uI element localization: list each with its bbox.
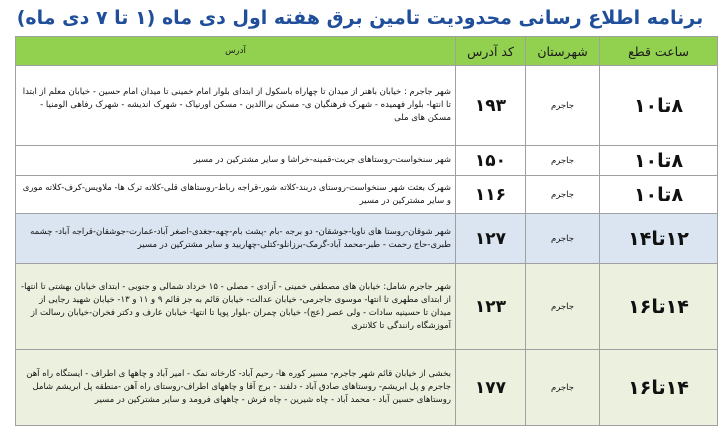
header-city: شهرستان — [526, 37, 600, 66]
header-address: آدرس — [16, 37, 456, 66]
row-city: جاجرم — [526, 176, 600, 214]
row-time: ۱۴تا۱۶ — [600, 264, 718, 350]
row-city: جاجرم — [526, 214, 600, 264]
table-header-row — [16, 37, 718, 66]
table-row — [16, 214, 718, 264]
row-code: ۱۷۷ — [456, 350, 526, 426]
row-city: جاجرم — [526, 350, 600, 426]
row-address: شهر سنخواست-روستاهای جربت-قمینه-خراشا و سایر مشترکین در مسیر — [16, 146, 456, 176]
row-code: ۱۵۰ — [456, 146, 526, 176]
row-code: ۱۱۶ — [456, 176, 526, 214]
row-address: بخشی از خیابان قائم شهر جاجرم- مسیر کوره ها- رحیم آباد- کارخانه نمک - امیر آباد و چاهها ی اطراف - ایستگاه راه آهن جاجرم و پل ابریشم- روستاهای صادق آباد - دلفند - برج آقا و چاههای اطراف-روستای راه آهن -منطقه پل ابریشم شامل روستاهای حسین آباد - محمد آباد - چاه شیرین - چاه فرش - چاههای فرومد و سایر مشترکین در مسیر — [16, 350, 456, 426]
row-address: شهر شوقان-روستا های ناویا-جوشقان- دو برجه -بام -پشت بام-چهه-جغدی-اصغر آباد-عمارت-جوشقان-قراجه آباد- چشمه طبری-حاج رحمت - طبر-محمد آباد-گرمک-برزانلو-کتلی-چهاربید و سایر مشترکین در مسیر — [16, 214, 456, 264]
row-time: ۸تا۱۰ — [600, 176, 718, 214]
table-row — [16, 264, 718, 350]
row-code: ۱۹۳ — [456, 66, 526, 146]
row-address: شهر جاجرم شامل: خیابان های مصطفی خمینی - آزادی - مصلی - ۱۵ خرداد شمالی و جنوبی - ابتدای خیابان بهشتی تا انتها- از ابتدای مطهری تا انتها- موسوی جاجرمی- خیابان عدالت- خیابان قائم به جز قائم ۹ و ۱۱ و ۱۳- خیابان شهید رجایی از میدان تا حسینیه سادات - ولی عصر (عج)- خیابان چمران -بلوار پویا تا انتها- خیابان عارف و دکتر فخران-خیابان رسالت از آموزشگاه رانندگی تا کلانتری — [16, 264, 456, 350]
header-code: کد آدرس — [456, 37, 526, 66]
table-row — [16, 350, 718, 426]
row-code: ۱۲۷ — [456, 214, 526, 264]
outage-schedule-table — [15, 36, 718, 426]
row-city: جاجرم — [526, 264, 600, 350]
row-address: شهرک بعثت شهر سنخواست-روستای دربند-کلاته شور-قراجه رباط-روستاهای قلی-کلاته ترک ها- ملاویس-کرف-کلاته موری و سایر مشترکین در مسیر — [16, 176, 456, 214]
row-code: ۱۲۳ — [456, 264, 526, 350]
table-row — [16, 146, 718, 176]
row-time: ۱۲تا۱۴ — [600, 214, 718, 264]
row-city: جاجرم — [526, 66, 600, 146]
table-row — [16, 176, 718, 214]
page-title: برنامه اطلاع رسانی محدودیت تامین برق هفته اول دی ماه (۱ تا ۷ دی ماه) — [16, 7, 704, 29]
row-time: ۸تا۱۰ — [600, 146, 718, 176]
row-city: جاجرم — [526, 146, 600, 176]
row-time: ۸تا۱۰ — [600, 66, 718, 146]
header-time: ساعت قطع — [600, 37, 718, 66]
row-time: ۱۴تا۱۶ — [600, 350, 718, 426]
table-row — [16, 66, 718, 146]
row-address: شهر جاجرم : خیابان باهنر از میدان تا چهاراه باسکول از ابتدای بلوار امام خمینی تا میدان امام حسین - خیابان معلم از ابتدا تا انتها- بلوار فهمیده - شهرک فرهنگیان ی- مسکن براالدین - مسکن اورنیاک - شهرک اندیشه - شهرک رفاهی الومنیا - مسکن های ملی — [16, 66, 456, 146]
